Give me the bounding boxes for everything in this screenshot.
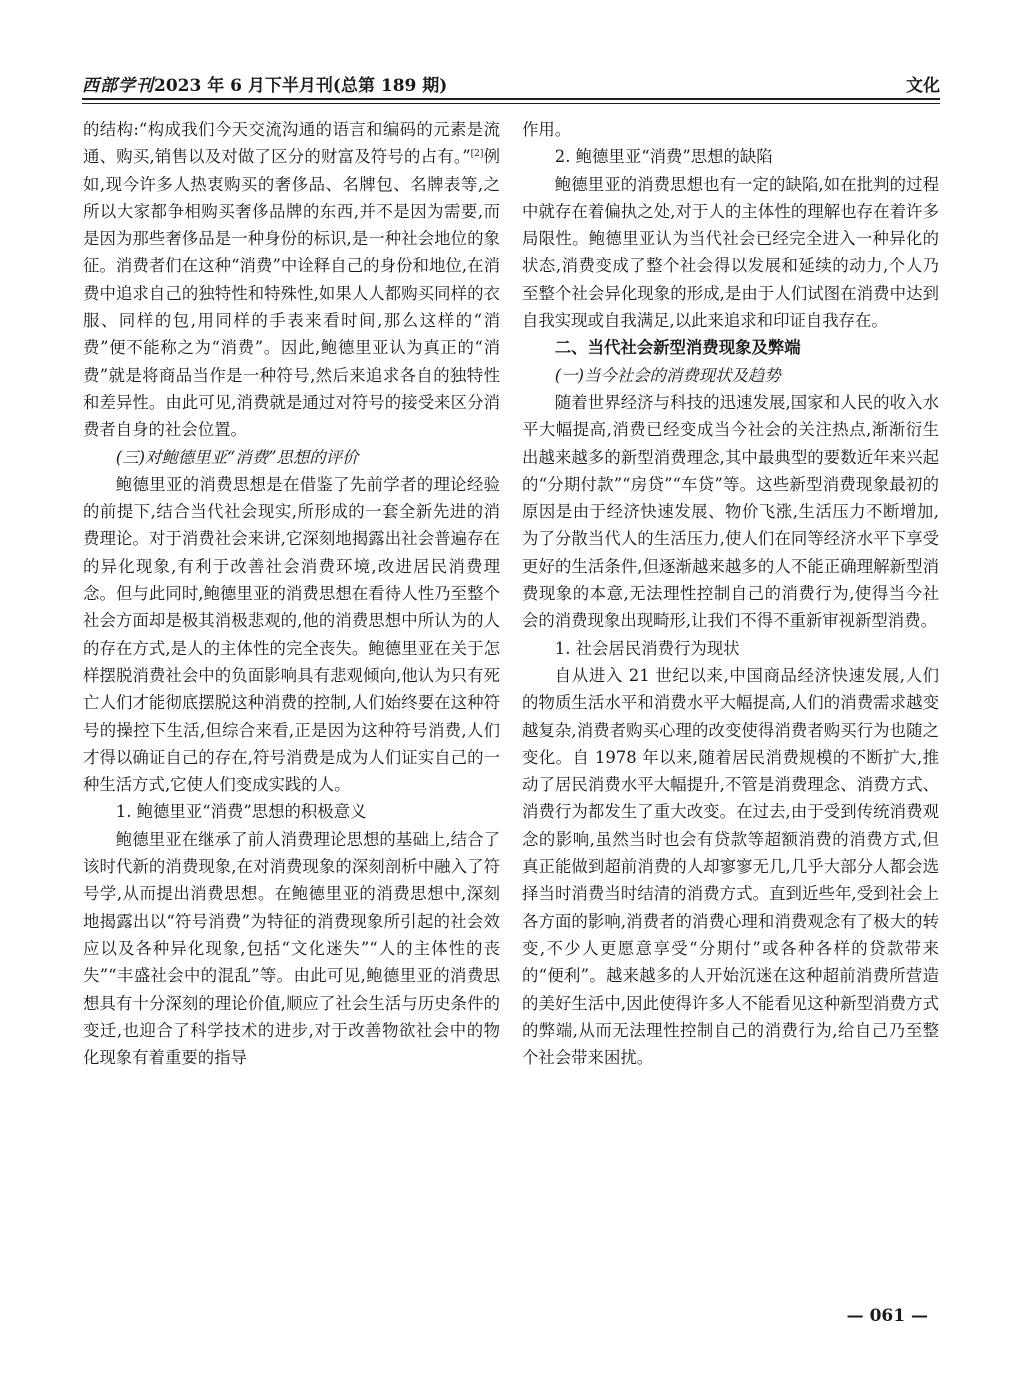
right-column (522, 116, 939, 1071)
journal-title (82, 71, 447, 96)
paragraph: 作用。 (522, 120, 572, 139)
subsection-heading: 2. 鲍德里亚“消费”思想的缺陷 (554, 147, 773, 167)
subsection-heading: (三)对鲍德里亚“消费”思想的评价 (115, 447, 359, 467)
header-rule-thin (82, 103, 940, 104)
page-number: — 061 — (846, 1306, 928, 1326)
section-label: 文化 (906, 76, 940, 96)
paragraph: 自从进入 21 世纪以来,中国商品经济快速发展,人们的物质生活水平和消费水平大幅提高,人们的消费需求越变越复杂,消费者购买心理的改变使得消费者购买行为也随之变化。自 1978 年以来,随着居民消费规模的不断扩大,推动了居民消费水平大幅提升,不管是消费理念、消费方式、消费行为都发生了重大改变。在过去,由于受到传统消费观念的影响,虽然当时也会有贷款等超额消费的消费方式,但真正能做到超前消费的人却寥寥无几,几乎大部分人都会选择当时消费当时结清的消费方式。直到近些年,受到社会上各方面的影响,消费者的消费心理和消费观念有了极大的转变,不少人更愿意享受“分期付”或各种各样的贷款带来的“便利”。越来越多的人开始沉迷在这种超前消费所营造的美好生活中,因此使得许多人不能看见这种新型消费方式的弊端,从而无法理性控制自己的消费行为,给自己乃至整个社会带来困扰。 (522, 665, 939, 1068)
paragraph: 鲍德里亚在继承了前人消费理论思想的基础上,结合了该时代新的消费现象,在对消费现象的深刻剖析中融入了符号学,从而提出消费思想。在鲍德里亚的消费思想中,深刻地揭露出以“符号消费”为特征的消费现象所引起的社会效应以及各种异化现象,包括“文化迷失”“人的主体性的丧失”“丰盛社会中的混乱”等。由此可见,鲍德里亚的消费思想具有十分深刻的理论价值,顺应了社会生活与历史条件的变迁,也迎合了科学技术的进步,对于改善物欲社会中的物化现象有着重要的指导 (83, 829, 500, 1068)
citation-mark: [2] (470, 149, 484, 160)
section-heading: 二、当代社会新型消费现象及弊端 (554, 338, 801, 358)
journal-logo: 西部学刊 (82, 76, 154, 96)
left-column (83, 116, 500, 1071)
issue-info: 2023 年 6 月下半月刊(总第 189 期) (154, 76, 448, 96)
header-rule (82, 98, 940, 100)
paragraph: 鲍德里亚的消费思想也有一定的缺陷,如在批判的过程中就存在着偏执之处,对于人的主体性的理解也存在着许多局限性。鲍德里亚认为当代社会已经完全进入一种异化的状态,消费变成了整个社会得以发展和延续的动力,个人乃至整个社会异化现象的形成,是由于人们试图在消费中达到自我实现或自我满足,以此来追求和印证自我存在。 (522, 174, 939, 331)
subsection-heading: 1. 鲍德里亚“消费”思想的积极意义 (115, 802, 367, 822)
paragraph: 随着世界经济与科技的迅速发展,国家和人民的收入水平大幅提高,消费已经变成当今社会的关注热点,渐渐衍生出越来越多的新型消费理念,其中最典型的要数近年来兴起的“分期付款”“房贷”“车贷”等。这些新型消费现象最初的原因是由于经济快速发展、物价飞涨,生活压力不断增加,为了分散当代人的生活压力,使人们在同等经济水平下享受更好的生活条件,但逐渐越来越多的人不能正确理解新型消费现象的本意,无法理性控制自己的消费行为,使得当今社会的消费现象出现畸形,让我们不得不重新审视新型消费。 (522, 392, 939, 631)
paragraph: 的结构:“构成我们今天交流沟通的语言和编码的元素是流通、购买,销售以及对做了区分的财富及符号的占有。”[2]例如,现今许多人热衷购买的奢侈品、名牌包、名牌表等,之所以大家都争相购买奢侈品牌的东西,并不是因为需要,而是因为那些奢侈品是一种身份的标识,是一种社会地位的象征。消费者们在这种“消费”中诠释自己的身份和地位,在消费中追求自己的独特性和特殊性,如果人人都购买同样的衣服、同样的包,用同样的手表来看时间,那么这样的“消费”便不能称之为“消费”。因此,鲍德里亚认为真正的“消费”就是将商品当作是一种符号,然后来追求各自的独特性和差异性。由此可见,消费就是通过对符号的接受来区分消费者自身的社会位置。 (83, 120, 501, 440)
running-header (82, 70, 940, 102)
subsection-heading: 1. 社会居民消费行为现状 (554, 638, 740, 658)
paragraph: 鲍德里亚的消费思想是在借鉴了先前学者的理论经验的前提下,结合当代社会现实,所形成的一套全新先进的消费理论。对于消费社会来讲,它深刻地揭露出社会普遍存在的异化现象,有利于改善社会消费环境,改进居民消费理念。但与此同时,鲍德里亚的消费思想在看待人性乃至整个社会方面却是极其消极悲观的,他的消费思想中所认为的人的存在方式,是人的主体性的完全丧失。鲍德里亚在关于怎样摆脱消费社会中的负面影响具有悲观倾向,他认为只有死亡人们才能彻底摆脱这种消费的控制,人们始终要在这种符号的操控下生活,但综合来看,正是因为这种符号消费,人们才得以确证自己的存在,符号消费是成为人们证实自己的一种生活方式,它使人们变成实践的人。 (83, 474, 500, 795)
subsection-heading: (一)当今社会的消费现状及趋势 (554, 365, 781, 385)
